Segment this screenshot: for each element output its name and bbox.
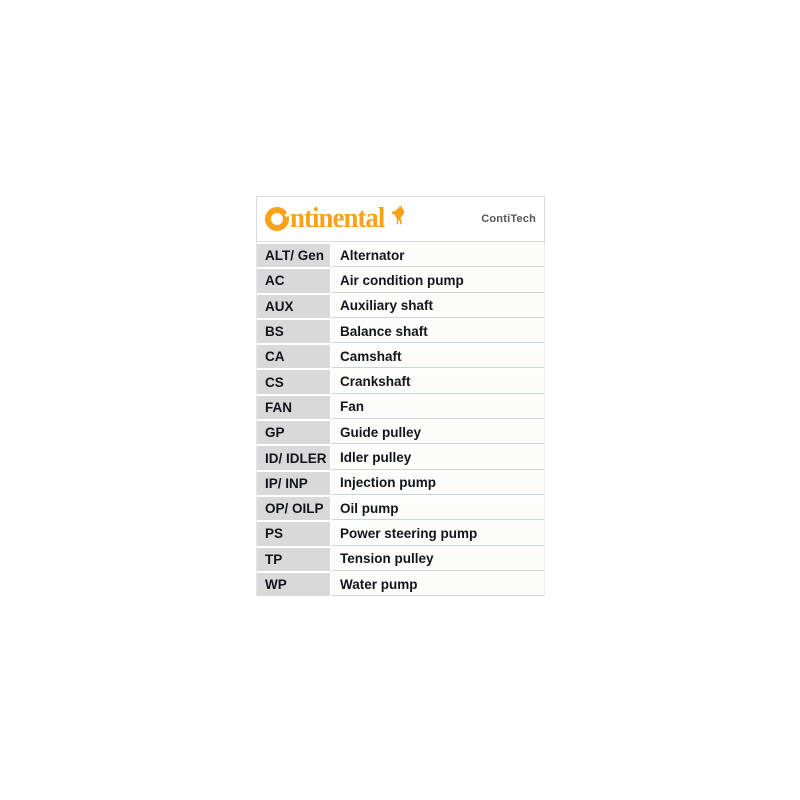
- abbr-cell: WP: [257, 573, 330, 596]
- continental-logo-text: ntinental: [290, 203, 385, 234]
- description-cell: Guide pulley: [332, 421, 544, 444]
- abbr-cell: OP/ OILP: [257, 497, 330, 520]
- table-row: [257, 320, 544, 343]
- abbr-cell: GP: [257, 421, 330, 444]
- description-cell: Crankshaft: [332, 370, 544, 393]
- abbr-cell: BS: [257, 320, 330, 343]
- abbr-cell: IP/ INP: [257, 472, 330, 495]
- abbr-cell: AUX: [257, 295, 330, 318]
- abbreviation-legend-card: [256, 196, 545, 598]
- table-row: [257, 548, 544, 571]
- description-cell: Oil pump: [332, 497, 544, 520]
- description-cell: Air condition pump: [332, 269, 544, 292]
- abbr-cell: FAN: [257, 396, 330, 419]
- table-row: [257, 446, 544, 469]
- description-cell: Alternator: [332, 244, 544, 267]
- description-cell: Power steering pump: [332, 522, 544, 545]
- continental-logo: [265, 205, 406, 233]
- table-row: [257, 472, 544, 495]
- continental-ring-c-icon: [265, 207, 289, 231]
- description-cell: Water pump: [332, 573, 544, 596]
- table-row: [257, 269, 544, 292]
- description-cell: Auxiliary shaft: [332, 295, 544, 318]
- legend-rows: [256, 242, 545, 596]
- table-row: [257, 370, 544, 393]
- table-row: [257, 396, 544, 419]
- abbr-cell: CA: [257, 345, 330, 368]
- abbr-cell: ID/ IDLER: [257, 446, 330, 469]
- table-row: [257, 345, 544, 368]
- description-cell: Idler pulley: [332, 446, 544, 469]
- abbr-cell: TP: [257, 548, 330, 571]
- table-row: [257, 295, 544, 318]
- description-cell: Camshaft: [332, 345, 544, 368]
- abbr-cell: CS: [257, 370, 330, 393]
- rearing-horse-icon: [390, 202, 406, 230]
- table-row: [257, 244, 544, 267]
- table-row: [257, 421, 544, 444]
- table-row: [257, 522, 544, 545]
- table-row: [257, 497, 544, 520]
- abbr-cell: ALT/ Gen: [257, 244, 330, 267]
- description-cell: Balance shaft: [332, 320, 544, 343]
- contitech-label: ContiTech: [481, 213, 536, 225]
- description-cell: Injection pump: [332, 472, 544, 495]
- table-row: [257, 573, 544, 596]
- abbr-cell: AC: [257, 269, 330, 292]
- brand-header: [256, 196, 545, 242]
- abbr-cell: PS: [257, 522, 330, 545]
- description-cell: Fan: [332, 396, 544, 419]
- description-cell: Tension pulley: [332, 548, 544, 571]
